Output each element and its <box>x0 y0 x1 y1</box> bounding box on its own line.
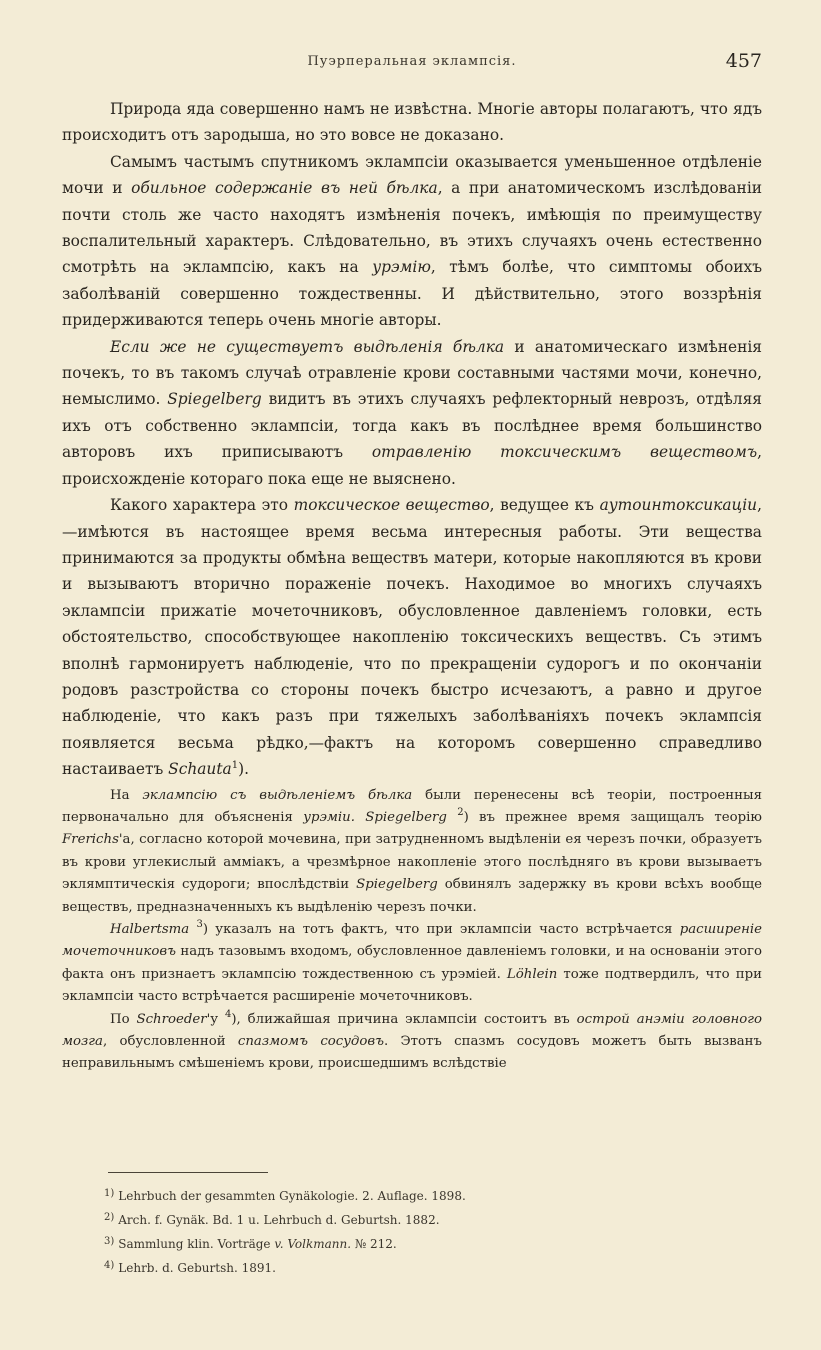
footnote-mark: 2) <box>104 1212 115 1223</box>
emphasis-text: токсическое вещество <box>293 496 490 515</box>
text-run: Arch. f. Gynäk. Bd. 1 u. Lehrbuch d. Geburtsh. 1882. <box>118 1213 440 1227</box>
text-run: надъ тазовымъ входомъ, обусловленное давленіемъ головки, и на основаніи этого факта онъ признаетъ эклампсію тождественною съ урэміей. <box>62 944 762 982</box>
text-run: ) въ прежнее время защищалъ теорію <box>463 809 762 825</box>
footnote-divider <box>108 1172 268 1173</box>
text-run: ), ближайшая причина эклампсіи состоитъ въ <box>231 1011 577 1027</box>
main-text <box>62 96 762 1076</box>
footnote-reference: 4 <box>224 1008 232 1020</box>
emphasis-text: аутоинтоксикаціи <box>599 496 758 515</box>
text-run: На <box>110 787 143 803</box>
text-run: , ведущее къ <box>489 496 600 515</box>
text-run: обвинялъ задержку въ крови всѣхъ вообще веществъ, предназначенныхъ къ выдѣленію черезъ почки. <box>62 877 762 915</box>
text-run: № 212. <box>351 1237 397 1251</box>
emphasis-text: Schroeder <box>136 1011 207 1027</box>
footnotes <box>104 1183 744 1279</box>
text-run: видитъ въ этихъ случаяхъ рефлекторный неврозъ, отдѣляя ихъ отъ собственно эклампсіи, тогда какъ въ послѣднее время большинство авторовъ ихъ приписываютъ <box>62 390 762 462</box>
text-run: 'у <box>206 1011 225 1027</box>
text-run: 'а, согласно которой мочевина, при затрудненномъ выдѣленіи ея черезъ почки, образуетъ въ крови углекислый амміакъ, а чрезмѣрное накопленіе этого послѣдняго въ крови вызываетъ эклямптическія судороги; впослѣдствіи <box>62 832 762 893</box>
paragraph <box>62 334 762 492</box>
emphasis-text: Frerichs <box>62 832 119 848</box>
footnote <box>104 1231 744 1255</box>
emphasis-text: v. Volkmann. <box>274 1237 352 1251</box>
text-run: тоже подтвердилъ, что при эклампсіи часто встрѣчается расширеніе мочеточниковъ. <box>62 966 762 1005</box>
text-run: ). <box>238 760 249 779</box>
text-run: , происхожденіе котораго пока еще не выяснено. <box>62 443 762 488</box>
text-run: ,—имѣются въ настоящее время весьма интересныя работы. Эти вещества принимаются за продукты обмѣна веществъ матери, которые накопляются въ крови и вызываютъ вторично пораженіе почекъ. Находимое во многихъ случаяхъ эклампсіи прижатіе мочеточниковъ, обусловленное давленіемъ головки, есть обстоятельство, способствующее накопленію токсическихъ веществъ. Съ этимъ вполнѣ гармонируетъ наблюденіе, что по прекращеніи судорогъ и по окончаніи родовъ разстройства со стороны почекъ быстро исчезаютъ, а равно и другое наблюденіе, что какъ разъ при тяжелыхъ заболѣваніяхъ почекъ эклампсія появляется весьма рѣдко,—фактъ на которомъ совершенно справедливо настаиваетъ <box>62 496 763 779</box>
text-run: Какого характера это <box>110 496 294 515</box>
footnote-mark: 4) <box>104 1260 115 1271</box>
emphasis-text: урэмію <box>372 258 431 277</box>
text-run <box>447 810 457 825</box>
text-run: , тѣмъ болѣе, что симптомы обоихъ заболѣваній совершенно тождественны. И дѣйствительно, этого воззрѣнія придерживаются теперь очень многіе авторы. <box>62 258 763 330</box>
emphasis-text: Halbertsma <box>110 922 190 937</box>
page-number: 457 <box>725 50 762 72</box>
emphasis-text: спазмомъ сосудовъ <box>237 1034 384 1050</box>
emphasis-text: острой анэміи головного мозга <box>62 1011 762 1050</box>
emphasis-text: Если же не существуетъ выдѣленія бѣлка <box>110 337 505 356</box>
paragraph <box>62 149 762 334</box>
text-run: ) указалъ на тотъ фактъ, что при эклампсіи часто встрѣчается <box>202 922 680 937</box>
text-run: Природа яда совершенно намъ не извѣстна. Многіе авторы полагаютъ, что ядъ происходитъ отъ зародыша, но это вовсе не доказано. <box>62 100 762 145</box>
footnote <box>104 1183 744 1207</box>
paragraph <box>62 785 762 919</box>
text-run: , а при анатомическомъ изслѣдованіи почти столь же часто находятъ измѣненія почекъ, имѣющія по преимуществу воспалительный характеръ. Слѣдовательно, въ этихъ случаяхъ очень естественно смотрѣть на эклампсію, какъ на <box>62 179 762 277</box>
text-run: были перенесены всѣ теоріи, построенныя первоначально для объясненія <box>62 787 762 825</box>
emphasis-text: Schauta <box>168 760 232 779</box>
footnote <box>104 1207 744 1231</box>
text-run: , обусловленной <box>102 1034 238 1050</box>
emphasis-text: расширеніе мочеточниковъ <box>62 922 762 960</box>
text-run: и анатомическаго измѣненія почекъ, то въ такомъ случаѣ отравленіе крови составными частями мочи, конечно, немыслимо. <box>62 337 762 409</box>
footnote <box>104 1255 744 1279</box>
footnote-mark: 3) <box>104 1236 115 1247</box>
emphasis-text: отравленію токсическимъ веществомъ <box>371 443 758 462</box>
text-run: Lehrbuch der gesammten Gynäkologie. 2. Auflage. 1898. <box>118 1189 466 1203</box>
running-title: Пуэрперальная эклампсія. <box>307 54 517 69</box>
emphasis-text: Spiegelberg <box>167 390 262 409</box>
paragraph <box>62 919 762 1009</box>
footnote-mark: 1) <box>104 1188 115 1199</box>
page-header <box>62 50 762 76</box>
text-run: . Этотъ спазмъ сосудовъ можетъ быть вызванъ неправильнымъ смѣшеніемъ крови, происшедшимъ вслѣдствіе <box>62 1034 763 1072</box>
paragraph <box>62 492 762 782</box>
footnote-reference: 1 <box>231 760 239 772</box>
emphasis-text: эклампсію съ выдѣленіемъ бѣлка <box>142 787 413 803</box>
emphasis-text: Löhlein <box>506 966 558 982</box>
text-run: Lehrb. d. Geburtsh. 1891. <box>118 1261 276 1275</box>
text-run: Sammlung klin. Vorträge <box>118 1237 275 1251</box>
text-run: По <box>110 1011 137 1027</box>
paragraph <box>62 1009 762 1076</box>
emphasis-text: урэміи. Spiegelberg <box>303 809 447 825</box>
emphasis-text: обильное содержаніе въ ней бѣлка <box>131 179 438 198</box>
footnote-reference: 2 <box>457 806 464 818</box>
paragraph <box>62 96 762 149</box>
text-run: Самымъ частымъ спутникомъ эклампсіи оказывается уменьшенное отдѣленіе мочи и <box>62 152 762 198</box>
emphasis-text: Spiegelberg <box>356 877 438 893</box>
footnote-reference: 3 <box>196 919 203 930</box>
